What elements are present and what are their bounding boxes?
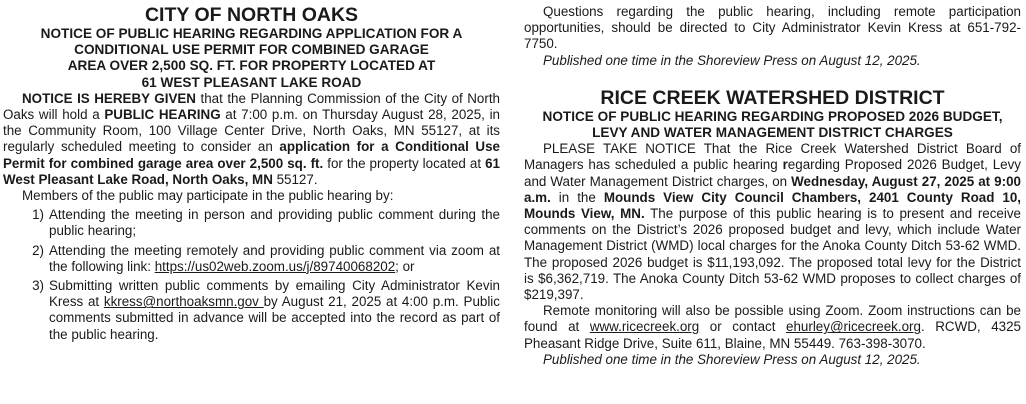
body-text: that the Planning Commission of the City of North Oaks will hold a [3,90,500,123]
body-text: The purpose of this public hearing is to present and receive comments on the District’s 2026 proposed budget and levy, which include Water Management District (WMD) local charges for the Anoka County Ditch 53-62 WMD. The proposed 2026 budget is $11,193,092. The proposed total levy for the District is $6,362,719. The Anoka County Ditch 53-62 WMD proposes to collect charges of $219,397. [524,206,1021,303]
body-text: . RCWD, 4325 Pheasant Ridge Drive, Suite 611, Blaine, MN 55449. 763-398-3070. [524,319,1021,351]
list-item [3,278,500,343]
email-link[interactable]: ehurley@ricecreek.org [786,319,921,335]
body-text: ; or [395,258,415,274]
emphasis-text: Mounds View City Council Chambers, 2401 County Road 10, Mounds View, MN. [524,189,1021,222]
emphasis-text: application for a Conditional Use Permit for combined garage area over 2,500 sq. ft. [3,139,500,171]
website-link[interactable]: www.ricecreek.org [589,319,700,335]
body-text: 55127. [272,171,318,187]
body-text: egarding Proposed 2026 Budget, Levy and Water Management District charges, on [524,157,1021,189]
list-item [3,207,500,239]
list-number: 2) [32,242,44,258]
notice-paragraph [3,91,500,188]
notice-title: CITY OF NORTH OAKS [144,4,359,26]
notice-subtitle [3,26,500,91]
north-oaks-notice [3,4,500,343]
body-text: Remote monitoring will also be possible using Zoom. Zoom instructions can be found at [524,303,1021,335]
list-number: 3) [32,278,44,294]
subtitle-line: LEVY AND WATER MANAGEMENT DISTRICT CHARGES [592,125,953,141]
emphasis-text: Wednesday, August 27, 2025 at 9:00 a.m. [524,173,1021,205]
rice-creek-notice [524,4,1021,368]
participation-intro: Members of the public may participate in the public hearing by: [22,188,394,204]
body-text: Attending the meeting remotely and providing public comment via zoom at the following link: [49,242,500,274]
emphasis-text: PUBLIC HEARING [104,107,221,123]
list-text: Attending the meeting in person and providing public comment during the public hearing; [49,207,500,239]
body-text: PLEASE TAKE NOTICE That the Rice Creek Watershed District Board of Managers has scheduled a public hearing [524,141,1021,173]
lead-text: NOTICE IS HEREBY GIVEN [22,90,196,106]
emphasis-text: r [782,157,788,173]
body-text: by August 21, 2025 at 4:00 p.m. Public comments submitted in advance will be accepted into the record as part of the public hearing. [49,294,500,342]
body-text: at 7:00 p.m. on Thursday August 28, 2025, in the Community Room, 100 Village Center Drive, North Oaks, MN 55127, at its regularly scheduled meeting to consider an [3,107,500,155]
subtitle-line: AREA OVER 2,500 SQ. FT. FOR PROPERTY LOCATED AT [67,58,436,74]
published-line: Published one time in the Shoreview Press on August 12, 2025. [543,351,921,367]
body-text: in the [550,189,604,205]
participation-list [3,207,500,343]
subtitle-line: NOTICE OF PUBLIC HEARING REGARDING PROPOSED 2026 BUDGET, [542,108,1003,124]
body-text: for the property located at [323,155,486,171]
notice-title: RICE CREEK WATERSHED DISTRICT [600,86,945,109]
subtitle-line: CONDITIONAL USE PERMIT FOR COMBINED GARAGE [74,42,429,58]
emphasis-text: 61 West Pleasant Lake Road, North Oaks, MN [3,155,500,187]
remote-paragraph [524,303,1021,352]
list-text [49,243,500,275]
section-gap [524,69,1021,87]
list-item [3,243,500,275]
notice-subtitle [524,109,1021,141]
notice-paragraph [524,141,1021,303]
questions-paragraph: Questions regarding the public hearing, including remote participation opportunities, should be directed to City Administrator Kevin Kress at 651-792-7750. [524,4,1021,52]
email-link[interactable]: kkress@northoaksmn.gov [103,294,264,310]
body-text: or contact [699,319,787,335]
published-line: Published one time in the Shoreview Press on August 12, 2025. [543,52,921,68]
list-text [49,278,500,343]
subtitle-line: NOTICE OF PUBLIC HEARING REGARDING APPLICATION FOR A [40,26,463,41]
zoom-link[interactable]: https://us02web.zoom.us/j/89740068202 [154,258,396,274]
list-number: 1) [32,207,44,223]
body-text: Submitting written public comments by emailing City Administrator Kevin Kress at [49,278,500,310]
subtitle-line: 61 WEST PLEASANT LAKE ROAD [141,74,362,90]
